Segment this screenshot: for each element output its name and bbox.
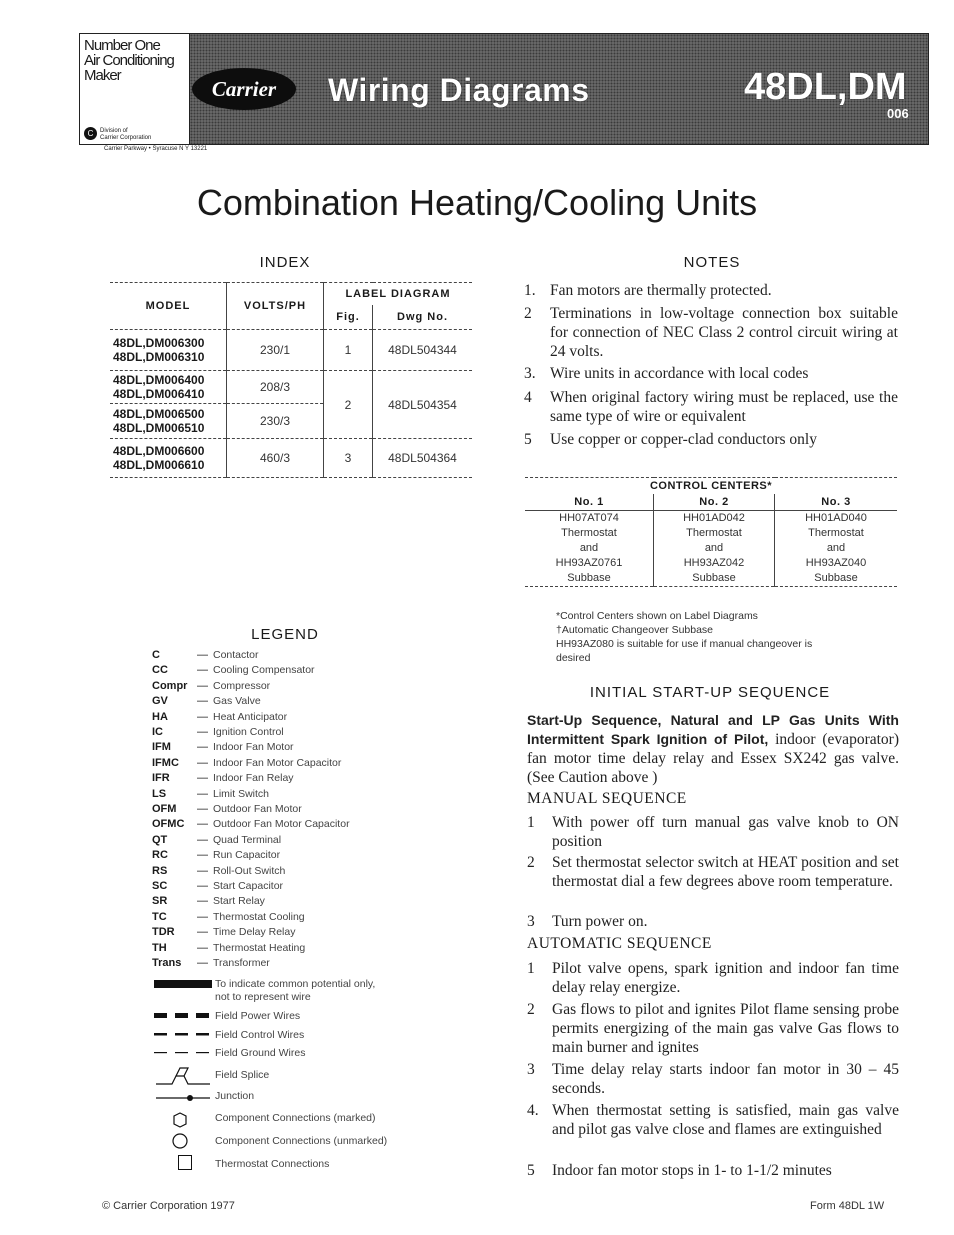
legend-code: OFM <box>152 803 177 815</box>
note-number: 4 <box>524 389 532 406</box>
legend-code: Compr <box>152 679 188 692</box>
table-row <box>525 571 897 587</box>
legend-dash: — <box>197 818 208 831</box>
dwg-cell: 48DL504344 <box>373 330 473 371</box>
legend-symbol-text: Thermostat Connections <box>215 1158 330 1170</box>
legend-symbols <box>150 976 214 1166</box>
legend-description: Quad Terminal <box>213 833 282 846</box>
sequence-step <box>527 1060 899 1098</box>
note-text: Fan motors are thermally protected. <box>550 282 772 299</box>
legend-symbol-text: Junction <box>215 1090 255 1102</box>
cc-col: No. 1 <box>574 496 604 508</box>
notes-heading: NOTES <box>683 254 741 271</box>
step-number: 3 <box>527 913 535 930</box>
legend-dash: — <box>197 756 208 769</box>
dwg-cell: 48DL504364 <box>373 439 473 478</box>
table-row <box>110 330 472 371</box>
col-fig: Fig. <box>324 305 373 330</box>
legend-dash: — <box>197 926 208 939</box>
sequence-step <box>527 853 899 891</box>
sequence-step <box>527 1000 899 1057</box>
footnote: †Automatic Changeover Subbase <box>556 624 714 636</box>
legend-description: Run Capacitor <box>213 849 281 862</box>
manual-sequence-heading: MANUAL SEQUENCE <box>527 790 687 807</box>
legend-dash: — <box>197 803 208 815</box>
volts-cell: 460/3 <box>227 439 324 478</box>
control-centers-table <box>525 477 897 587</box>
legend-dash: — <box>197 880 208 892</box>
step-text: When thermostat setting is satisfied, main gas valve and pilot gas valve close and flames are extinguished <box>552 1102 899 1138</box>
division-line: Division of <box>100 128 128 134</box>
cc-cell: and <box>775 541 898 556</box>
note-item <box>524 304 904 361</box>
legend-dash: — <box>197 741 208 754</box>
tagline-line: Number One <box>84 37 160 54</box>
legend-dash: — <box>197 664 208 677</box>
legend-dash: — <box>197 864 208 877</box>
step-number: 5 <box>527 1162 535 1179</box>
sequence-step <box>527 959 899 997</box>
dwg-cell: 48DL504354 <box>373 371 473 439</box>
legend-code: RS <box>152 864 168 877</box>
table-row <box>525 526 897 541</box>
field-ground-wire-icon <box>154 1052 209 1053</box>
startup-heading: INITIAL START-UP SEQUENCE <box>589 684 831 701</box>
carrier-logo: Carrier <box>192 68 296 110</box>
note-item <box>524 281 904 300</box>
cc-cell: HH93AZ042 <box>654 556 775 571</box>
component-marked-icon <box>174 1113 186 1127</box>
legend-code: TC <box>152 910 167 923</box>
step-number: 2 <box>527 1001 535 1018</box>
legend-symbol-text: Component Connections (marked) <box>215 1112 376 1124</box>
form-number: Form 48DL 1W <box>810 1200 885 1212</box>
step-number: 2 <box>527 854 535 871</box>
step-number: 1 <box>527 960 535 977</box>
model-number: 48DL,DM006310 <box>113 350 205 364</box>
legend-code: C <box>152 649 160 661</box>
step-text: With power off turn manual gas valve knob to ON position <box>552 814 899 850</box>
cc-cell: Thermostat <box>561 527 617 539</box>
control-centers-heading: CONTROL CENTERS* <box>649 480 773 492</box>
header-model-suffix: 006 <box>887 106 909 121</box>
cc-cell: HH93AZ040 <box>775 556 898 571</box>
cc-cell: Subbase <box>654 571 775 587</box>
note-text: When original factory wiring must be replaced, use the same type of wire or equivalent <box>550 389 898 425</box>
legend-code: LS <box>152 787 167 800</box>
field-splice-icon <box>156 1068 210 1084</box>
division-line: Carrier Corporation <box>100 135 152 141</box>
legend-description: Start Relay <box>213 895 265 908</box>
legend-description: Time Delay Relay <box>213 926 296 939</box>
step-text: Turn power on. <box>552 913 648 930</box>
col-volts: VOLTS/PH <box>227 283 324 330</box>
note-text: Terminations in low-voltage connection box suitable for connection of NEC Class 2 control circuit wiring at 24 volts. <box>550 305 898 360</box>
legend-code: IFM <box>152 741 171 754</box>
legend-dash: — <box>197 910 208 923</box>
tagline-line: Air Conditioning <box>84 52 174 69</box>
legend-dash: — <box>197 787 208 800</box>
footnote: HH93AZ080 is suitable for use if manual changeover is <box>556 638 813 650</box>
legend-description: Indoor Fan Motor <box>213 741 294 754</box>
table-row <box>110 439 472 478</box>
field-power-wire-icon <box>154 1013 209 1018</box>
tagline <box>84 38 174 83</box>
sequence-step <box>527 813 899 851</box>
division-text <box>100 128 151 142</box>
startup-intro <box>527 711 899 787</box>
volts-cell: 208/3 <box>227 371 324 404</box>
cc-col: No. 3 <box>775 494 898 511</box>
cc-col: No. 2 <box>654 494 775 511</box>
cc-cell: Subbase <box>775 571 898 587</box>
index-heading: INDEX <box>259 254 311 271</box>
legend-description: Roll-Out Switch <box>213 864 286 877</box>
legend-description: Cooling Compensator <box>213 664 315 677</box>
legend-code: TH <box>152 941 167 954</box>
legend-dash: — <box>197 895 208 908</box>
index-table <box>110 282 472 478</box>
page-title: Combination Heating/Cooling Units <box>196 182 758 223</box>
note-text: Wire units in accordance with local codes <box>550 365 809 382</box>
model-number: 48DL,DM006410 <box>113 387 205 401</box>
note-item <box>524 364 904 383</box>
table-row <box>525 541 897 556</box>
legend-description: Compressor <box>213 679 271 692</box>
sequence-step <box>527 1161 899 1180</box>
volts-cell: 230/3 <box>227 404 324 439</box>
header-model: 48DL,DM <box>744 66 907 108</box>
model-number: 48DL,DM006600 <box>113 444 205 458</box>
note-item <box>524 430 904 449</box>
cc-cell: HH01AD040 <box>775 511 898 527</box>
model-number: 48DL,DM006510 <box>113 421 205 435</box>
startup-intro-text: indoor (evaporator) fan motor time delay relay and Essex SX242 gas valve. (See Caution above ) <box>527 731 899 786</box>
cc-cell: Thermostat <box>654 526 775 541</box>
note-item <box>524 388 904 426</box>
table-row <box>525 511 897 527</box>
sequence-step <box>527 1101 899 1139</box>
col-label-diagram: LABEL DIAGRAM <box>324 283 473 306</box>
step-text: Gas flows to pilot and ignites Pilot flame sensing probe permits energizing of the main gas valve Gas flows to main burner and ignites <box>552 1001 899 1056</box>
legend-symbol-line: To indicate common potential only, <box>215 978 376 990</box>
step-text: Pilot valve opens, spark ignition and indoor fan time delay relay energize. <box>552 960 899 996</box>
legend-code: IC <box>152 726 163 738</box>
model-number: 48DL,DM006400 <box>113 373 205 387</box>
fig-cell: 1 <box>324 330 373 371</box>
tagline-line: Maker <box>84 67 121 84</box>
col-dwg: Dwg No. <box>373 305 473 330</box>
thermostat-connection-icon <box>178 1155 192 1170</box>
legend-description: Outdoor Fan Motor <box>213 803 302 815</box>
legend-code: SR <box>152 895 168 908</box>
legend-dash: — <box>197 772 208 785</box>
legend-code: HA <box>152 710 168 723</box>
legend-dash: — <box>197 957 208 969</box>
cc-cell: HH01AD042 <box>654 511 775 527</box>
col-model: MODEL <box>145 300 191 312</box>
step-number: 1 <box>527 814 535 831</box>
legend-dash: — <box>197 726 208 738</box>
address: Carrier Parkway • Syracuse N Y 13221 <box>104 146 208 152</box>
table-row <box>525 556 897 571</box>
model-number: 48DL,DM006300 <box>113 336 205 350</box>
cc-cell: and <box>579 542 599 554</box>
legend-dash: — <box>197 679 208 692</box>
legend-description: Ignition Control <box>213 726 284 738</box>
common-potential-icon <box>154 980 212 988</box>
legend-dash: — <box>197 849 208 862</box>
cc-cell: Subbase <box>567 572 611 584</box>
model-number: 48DL,DM006500 <box>113 407 205 421</box>
step-number: 4. <box>527 1102 539 1119</box>
legend-description: Start Capacitor <box>213 880 284 892</box>
footnote: desired <box>556 652 591 664</box>
step-text: Time delay relay starts indoor fan motor in 30 – 45 seconds. <box>552 1061 899 1097</box>
cc-cell: Thermostat <box>775 526 898 541</box>
step-text: Set thermostat selector switch at HEAT position and set thermostat dial a few degrees above room temperature. <box>552 854 899 890</box>
legend-dash: — <box>197 941 208 954</box>
footnote: *Control Centers shown on Label Diagrams <box>556 610 758 622</box>
legend-description: Contactor <box>213 649 259 661</box>
legend-description: Thermostat Cooling <box>213 910 305 923</box>
note-number: 1. <box>524 282 536 299</box>
legend-description: Outdoor Fan Motor Capacitor <box>213 818 350 831</box>
fig-cell: 3 <box>324 439 373 478</box>
fig-cell: 2 <box>324 371 373 439</box>
legend-code: IFR <box>152 772 170 785</box>
legend-symbol-text <box>215 978 375 1004</box>
legend-code: GV <box>152 695 168 708</box>
component-unmarked-icon <box>173 1134 187 1148</box>
legend-symbol-text: Field Power Wires <box>215 1010 301 1022</box>
note-number: 3. <box>524 365 536 382</box>
legend-code: CC <box>152 664 168 677</box>
copyright: © Carrier Corporation 1977 <box>102 1200 235 1212</box>
legend-description: Gas Valve <box>213 695 261 708</box>
cc-cell: and <box>654 541 775 556</box>
legend-symbol-text: Field Ground Wires <box>215 1047 306 1059</box>
legend-code: Trans <box>152 957 182 969</box>
legend-description: Heat Anticipator <box>213 710 288 723</box>
legend-code: RC <box>152 849 168 862</box>
table-row <box>110 371 472 404</box>
legend-heading: LEGEND <box>251 626 319 643</box>
legend-description: Transformer <box>213 957 270 969</box>
legend-description: Indoor Fan Motor Capacitor <box>213 756 342 769</box>
automatic-sequence-heading: AUTOMATIC SEQUENCE <box>527 935 712 952</box>
legend-symbol-line: not to represent wire <box>215 991 311 1003</box>
sequence-step <box>527 912 899 931</box>
legend-code: SC <box>152 880 168 892</box>
legend-dash: — <box>197 649 208 661</box>
legend-code: QT <box>152 833 168 846</box>
legend-dash: — <box>197 710 208 723</box>
header-title: Wiring Diagrams <box>328 72 590 108</box>
junction-icon <box>156 1095 210 1101</box>
legend-symbol-text: Field Splice <box>215 1069 270 1081</box>
legend-code: OFMC <box>152 818 185 831</box>
legend-description: Indoor Fan Relay <box>213 772 294 785</box>
note-number: 2 <box>524 305 532 322</box>
step-text: Indoor fan motor stops in 1- to 1-1/2 minutes <box>552 1162 832 1179</box>
volts-cell: 230/1 <box>227 330 324 371</box>
step-number: 3 <box>527 1061 535 1078</box>
legend-dash: — <box>197 695 208 708</box>
legend-description: Thermostat Heating <box>213 941 306 954</box>
note-number: 5 <box>524 431 532 448</box>
division-logo: C <box>84 127 97 140</box>
control-centers-footnotes <box>556 609 886 665</box>
legend-symbol-text: Field Control Wires <box>215 1029 305 1041</box>
legend-code: TDR <box>152 926 175 939</box>
legend-dash: — <box>197 833 208 846</box>
startup-intro-bold: Start-Up Sequence, Natural and LP Gas Units With Intermittent Spark Ignition of Pilot, <box>527 712 899 747</box>
cc-cell: HH93AZ0761 <box>555 557 623 569</box>
legend-description: Limit Switch <box>213 787 270 800</box>
field-control-wire-icon <box>154 1033 209 1036</box>
note-text: Use copper or copper-clad conductors only <box>550 431 817 448</box>
cc-cell: HH07AT074 <box>559 512 619 524</box>
legend-code: IFMC <box>152 756 179 769</box>
model-number: 48DL,DM006610 <box>113 458 205 472</box>
legend-symbol-text: Component Connections (unmarked) <box>215 1135 388 1147</box>
